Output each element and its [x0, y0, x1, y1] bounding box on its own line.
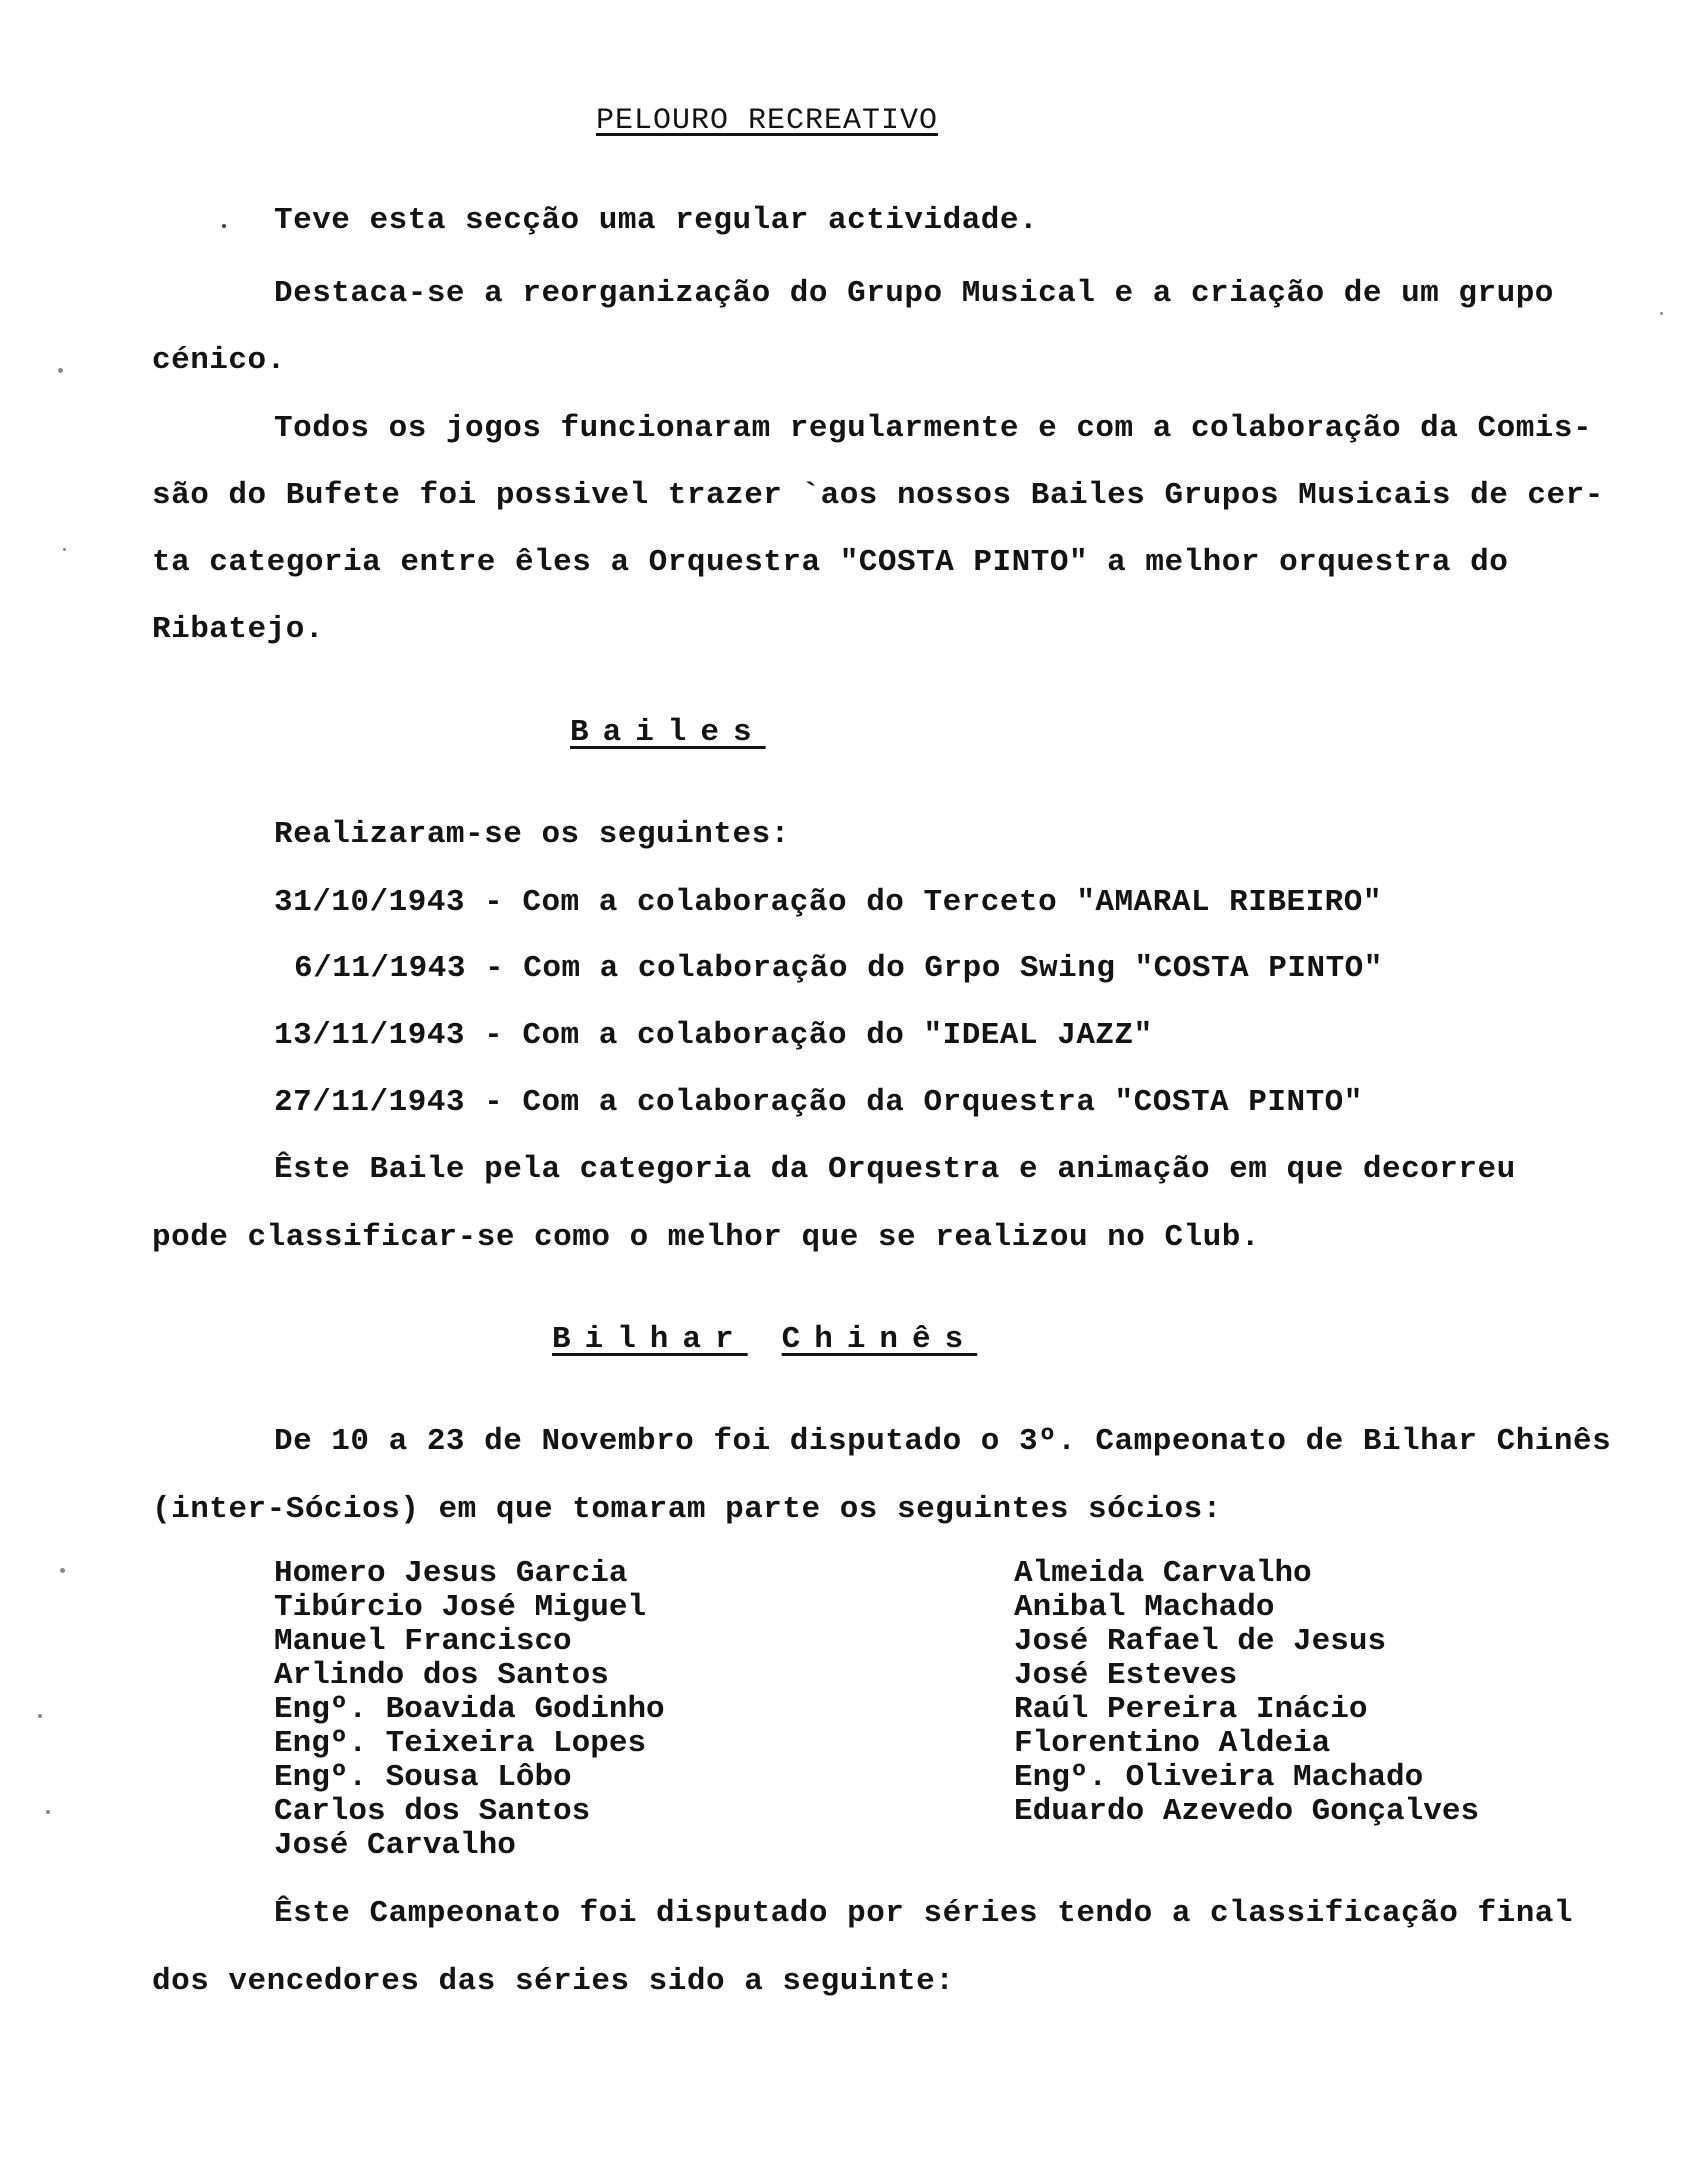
bullet-dot	[222, 224, 226, 228]
page-title: PELOURO RECREATIVO	[596, 104, 939, 138]
participant-name: Engº. Oliveira Machado	[1014, 1760, 1424, 1795]
scan-speck	[63, 548, 66, 551]
scan-speck	[1660, 312, 1663, 315]
bailes-note-line-2: pode classificar-se como o melhor que se realizou no Club.	[152, 1220, 1260, 1255]
bailes-heading: Bailes	[570, 715, 766, 750]
participant-name: Tibúrcio José Miguel	[274, 1590, 647, 1625]
bilhar-intro-line-2: (inter-Sócios) em que tomaram parte os seguintes sócios:	[152, 1492, 1222, 1527]
participant-name: Almeida Carvalho	[1014, 1556, 1312, 1591]
scan-speck	[60, 1568, 65, 1573]
bilhar-intro-line-1: De 10 a 23 de Novembro foi disputado o 3º. Campeonato de Bilhar Chinês	[274, 1424, 1612, 1459]
participant-name: Raúl Pereira Inácio	[1014, 1692, 1368, 1727]
participants-left-column	[274, 1557, 665, 1863]
intro-line-2: Destaca-se a reorganização do Grupo Musical e a criação de um grupo	[274, 276, 1554, 311]
participant-name: Manuel Francisco	[274, 1624, 572, 1659]
bilhar-heading-word-1: Bilhar	[552, 1322, 748, 1357]
intro-line-5: são do Bufete foi possivel trazer `aos nossos Bailes Grupos Musicais de cer-	[152, 478, 1604, 513]
participant-name: Engº. Boavida Godinho	[274, 1692, 665, 1727]
intro-line-3: cénico.	[152, 343, 286, 378]
intro-line-6: ta categoria entre êles a Orquestra "COSTA PINTO" a melhor orquestra do	[152, 545, 1509, 580]
participants-right-column	[1014, 1557, 1479, 1829]
participant-name: Arlindo dos Santos	[274, 1658, 609, 1693]
bailes-note-line-1: Êste Baile pela categoria da Orquestra e animação em que decorreu	[274, 1152, 1516, 1187]
participant-name: José Rafael de Jesus	[1014, 1624, 1387, 1659]
intro-line-4: Todos os jogos funcionaram regularmente e com a colaboração da Comis-	[274, 411, 1593, 446]
scan-speck	[58, 368, 63, 373]
participant-name: Homero Jesus Garcia	[274, 1556, 628, 1591]
scan-speck	[46, 1810, 50, 1814]
scan-speck	[38, 1714, 42, 1718]
intro-line-7: Ribatejo.	[152, 612, 324, 647]
participant-name: Anibal Machado	[1014, 1590, 1275, 1625]
participant-name: Engº. Teixeira Lopes	[274, 1726, 647, 1761]
participant-name: Engº. Sousa Lôbo	[274, 1760, 572, 1795]
baile-entry-2: 6/11/1943 - Com a colaboração do Grpo Swing "COSTA PINTO"	[294, 951, 1383, 986]
bilhar-heading	[552, 1322, 977, 1358]
participant-name: Eduardo Azevedo Gonçalves	[1014, 1794, 1480, 1829]
bilhar-heading-word-2: Chinês	[781, 1322, 978, 1357]
baile-entry-4: 27/11/1943 - Com a colaboração da Orquestra "COSTA PINTO"	[274, 1085, 1363, 1120]
closing-line-1: Êste Campeonato foi disputado por séries tendo a classificação final	[274, 1896, 1574, 1931]
participant-name: Florentino Aldeia	[1014, 1726, 1331, 1761]
bailes-intro: Realizaram-se os seguintes:	[274, 817, 790, 852]
baile-entry-3: 13/11/1943 - Com a colaboração do "IDEAL JAZZ"	[274, 1018, 1153, 1053]
closing-line-2: dos vencedores das séries sido a seguinte:	[152, 1964, 955, 1999]
participant-name: José Esteves	[1014, 1658, 1238, 1693]
participant-name: Carlos dos Santos	[274, 1794, 591, 1829]
intro-line-1: Teve esta secção uma regular actividade.	[274, 203, 1039, 238]
baile-entry-1: 31/10/1943 - Com a colaboração do Terceto "AMARAL RIBEIRO"	[274, 885, 1382, 920]
participant-name: José Carvalho	[274, 1828, 516, 1863]
